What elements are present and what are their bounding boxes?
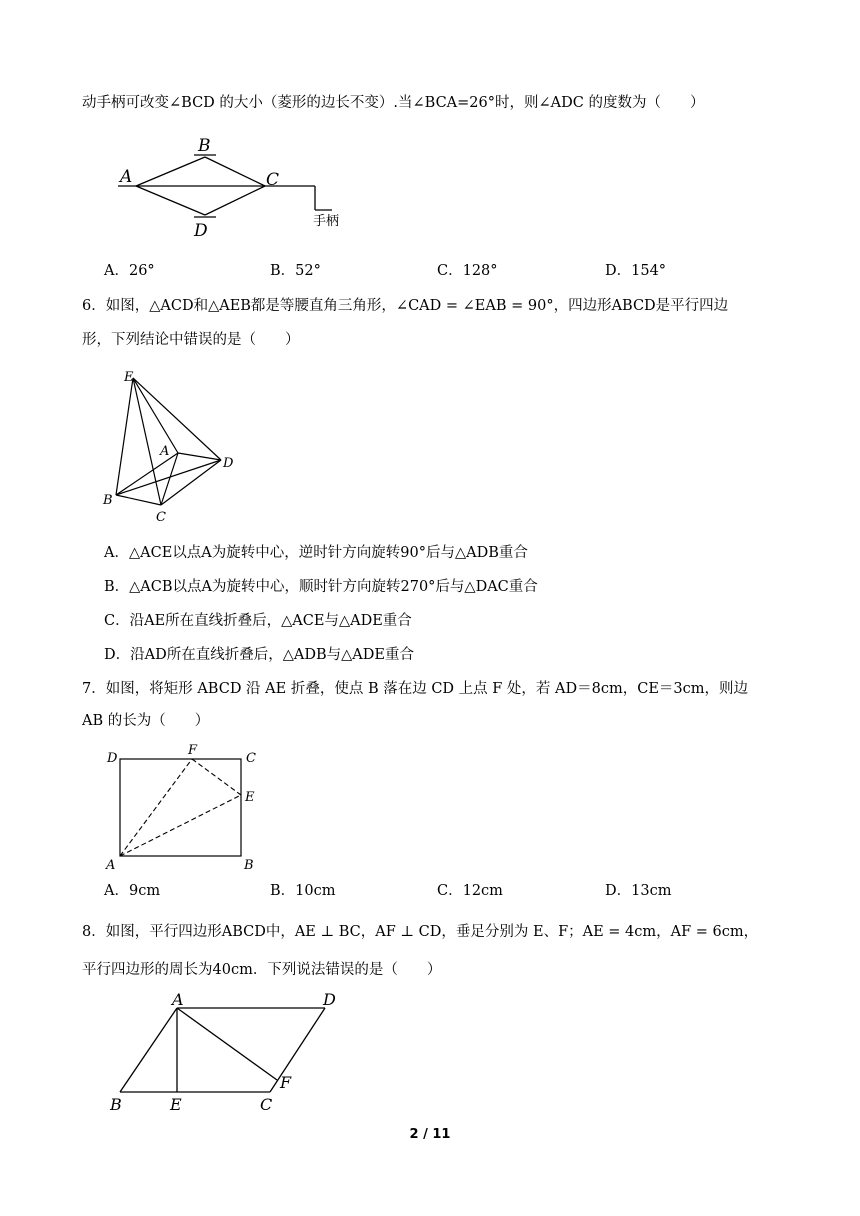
q6-label-c: C: [156, 510, 166, 525]
q5-label-a: A: [120, 167, 133, 187]
q7-option-b: B．10cm: [270, 883, 336, 899]
q5-label-c: C: [266, 170, 280, 190]
q5-option-a: A．26°: [104, 263, 155, 279]
q8-label-e: E: [170, 1095, 182, 1114]
q6-label-b: B: [103, 493, 113, 508]
q5-stem: 动手柄可改变∠BCD 的大小（菱形的边长不变）.当∠BCA=26°时，则∠ADC 的度数为（ ）: [82, 95, 705, 111]
q5-rhombus-figure: [110, 130, 360, 245]
q7-label-b: B: [244, 858, 254, 873]
q6-label-a: A: [160, 444, 170, 459]
q5-label-d: D: [194, 221, 208, 241]
q7-label-d: D: [107, 751, 118, 766]
q7-label-f: F: [188, 743, 198, 758]
q6-option-c: C．沿AE所在直线折叠后，△ACE与△ADE重合: [104, 613, 412, 629]
q7-rectangle-figure: [100, 738, 270, 874]
q8-stem-line1: 8．如图，平行四边形ABCD中，AE ⊥ BC，AF ⊥ CD，垂足分别为 E、F；AE = 4cm，AF = 6cm，: [82, 924, 759, 940]
q6-label-d: D: [223, 456, 234, 471]
q7-label-e: E: [245, 790, 255, 805]
q7-label-a: A: [106, 858, 116, 873]
q8-label-d: D: [323, 990, 336, 1009]
page-number: 2 / 11: [409, 1127, 451, 1142]
q6-option-a: A．△ACE以点A为旋转中心，逆时针方向旋转90°后与△ADB重合: [104, 545, 528, 561]
q8-label-a: A: [172, 990, 184, 1009]
q7-option-c: C．12cm: [437, 883, 503, 899]
q6-option-b: B．△ACB以点A为旋转中心，顺时针方向旋转270°后与△DAC重合: [104, 579, 538, 595]
q5-option-c: C．128°: [437, 263, 498, 279]
q7-option-d: D．13cm: [605, 883, 672, 899]
q5-option-d: D．154°: [605, 263, 667, 279]
q8-label-f: F: [280, 1073, 292, 1092]
q6-stem-line2: 形，下列结论中错误的是（ ）: [82, 332, 300, 348]
q5-label-b: B: [198, 136, 211, 156]
q5-option-b: B．52°: [270, 263, 321, 279]
q8-parallelogram-figure: [105, 988, 355, 1118]
q8-label-c: C: [260, 1095, 273, 1114]
q6-label-e: E: [124, 370, 134, 385]
q8-label-b: B: [110, 1095, 122, 1114]
q5-label-handle: 手柄: [313, 214, 340, 229]
q7-option-a: A．9cm: [104, 883, 161, 899]
q8-stem-line2: 平行四边形的周长为40cm．下列说法错误的是（ ）: [82, 962, 442, 978]
q7-label-c: C: [246, 751, 256, 766]
q7-stem-line2: AB 的长为（ ）: [82, 713, 210, 729]
q7-stem-line1: 7．如图，将矩形 ABCD 沿 AE 折叠，使点 B 落在边 CD 上点 F 处，若 AD＝8cm，CE＝3cm，则边: [82, 681, 748, 697]
q6-option-d: D．沿AD所在直线折叠后，△ADB与△ADE重合: [104, 647, 414, 663]
q6-stem-line1: 6．如图，△ACD和△AEB都是等腰直角三角形，∠CAD = ∠EAB = 90°，四边形ABCD是平行四边: [82, 298, 729, 314]
q6-triangle-figure: [98, 368, 248, 528]
